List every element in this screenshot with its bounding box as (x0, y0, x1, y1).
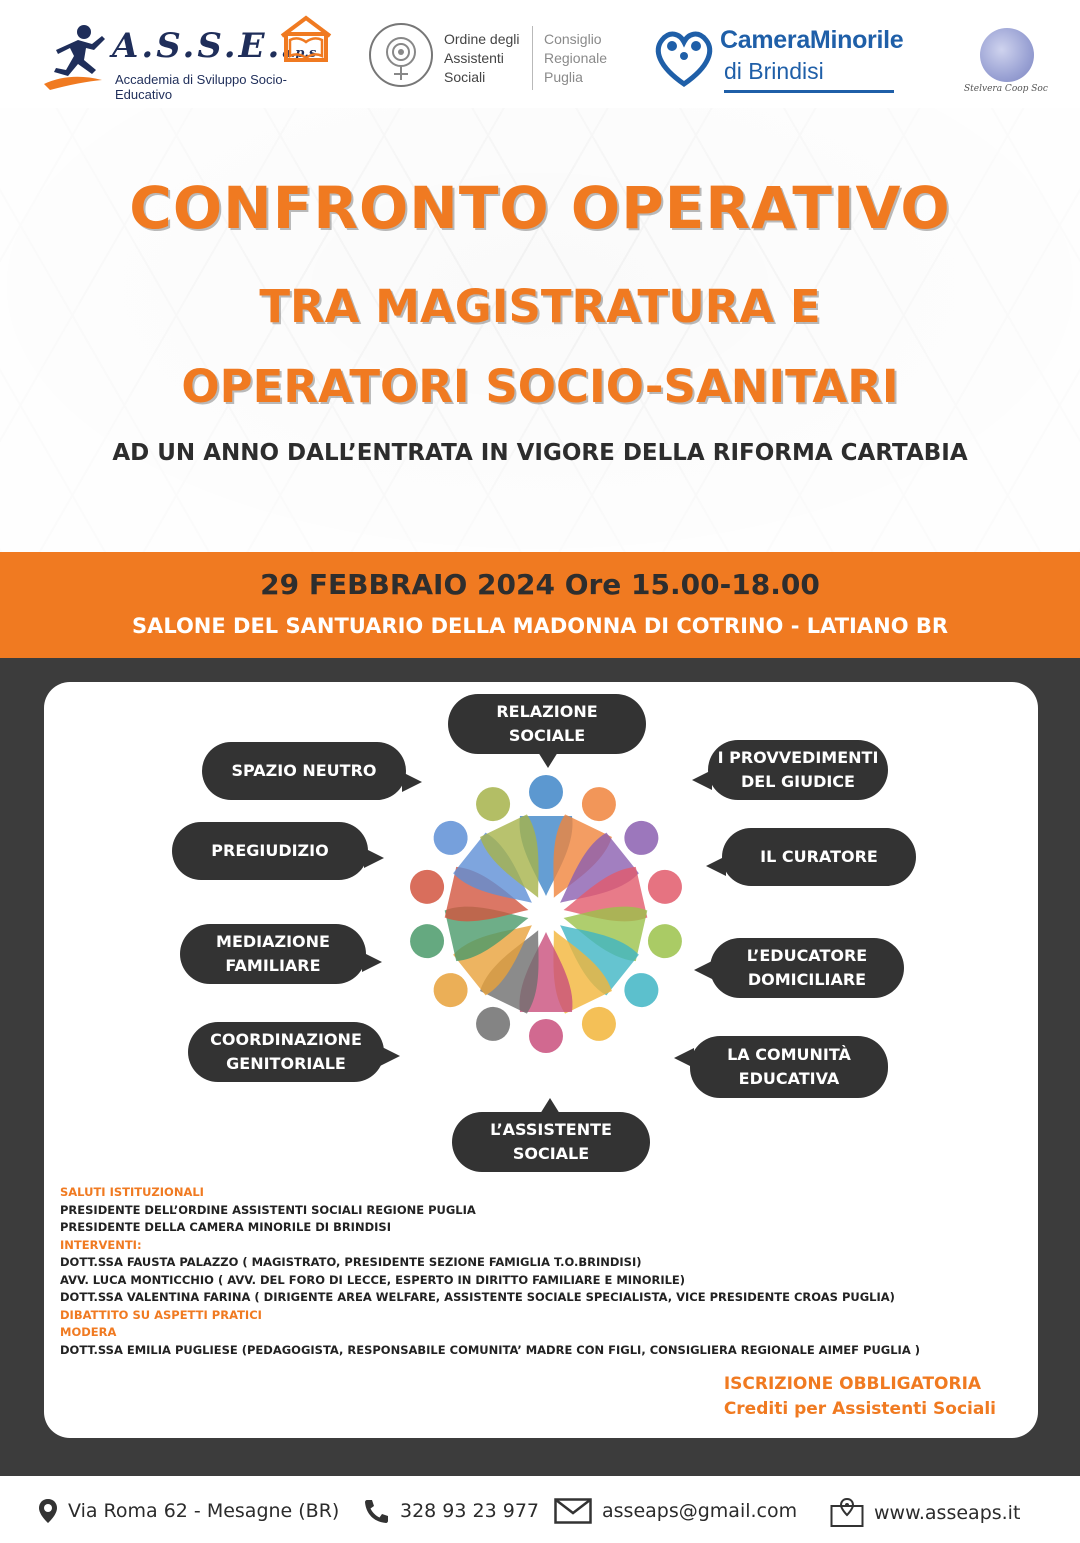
saluti-line: PRESIDENTE DELL’ORDINE ASSISTENTI SOCIALI REGIONE PUGLIA (60, 1202, 476, 1217)
bubble-pregiudizio (172, 822, 368, 880)
phone-text: 328 93 23 977 (400, 1500, 540, 1522)
bubble-tail (362, 952, 382, 972)
content-card (44, 682, 1038, 1438)
bubble-text: EDUCATIVA (738, 1069, 840, 1088)
consiglio-line-3: Puglia (544, 69, 583, 85)
interventi-heading: INTERVENTI: (60, 1237, 142, 1252)
mail-icon (554, 1498, 592, 1524)
bubble-tail (694, 960, 714, 980)
registration-required: ISCRIZIONE OBBLIGATORIA (723, 1374, 982, 1394)
camera-minorile-logo (652, 14, 942, 98)
footer-phone[interactable] (362, 1498, 539, 1524)
website-text: www.asseaps.it (874, 1502, 1021, 1524)
bubble-tail (538, 752, 558, 768)
map-location-icon (830, 1498, 864, 1528)
partner-logos-bar (0, 0, 1080, 108)
programme-list (60, 1184, 1020, 1359)
bubble-text: COORDINAZIONE (210, 1030, 362, 1049)
bubble-text: L’EDUCATORE (746, 946, 868, 965)
asse-logo (40, 14, 340, 102)
bubble-spazio-neutro (202, 742, 406, 800)
coop-caption: Stelvera Coop Soc (964, 84, 1048, 94)
bubble-provvedimenti (708, 740, 888, 800)
bubble-comunita (690, 1036, 888, 1098)
event-subtitle: AD UN ANNO DALL’ENTRATA IN VIGORE DELLA RIFORMA CARTABIA (112, 440, 968, 466)
dibattito-heading: DIBATTITO SU ASPETTI PRATICI (60, 1307, 262, 1322)
bubble-tail (674, 1048, 694, 1068)
bubble-curatore (722, 828, 916, 886)
camera-underline (724, 90, 894, 93)
logo-divider (532, 26, 533, 90)
house-book-icon (278, 14, 334, 64)
title-line-2: TRA MAGISTRATURA E (259, 280, 821, 333)
bubble-tail (706, 856, 726, 876)
event-header (0, 108, 1080, 552)
bubble-text: LA COMUNITÀ (727, 1045, 851, 1064)
event-date: 29 FEBBRAIO 2024 Ore 15.00-18.00 (260, 568, 820, 601)
runner-icon (40, 22, 114, 92)
bubble-text: FAMILIARE (225, 956, 321, 975)
camera-city: di Brindisi (724, 58, 824, 84)
bubble-text: L’ASSISTENTE (490, 1120, 612, 1139)
bubble-text: RELAZIONE (496, 702, 598, 721)
bubble-educatore (710, 938, 904, 998)
saluti-line: PRESIDENTE DELLA CAMERA MINORILE DI BRINDISI (60, 1220, 391, 1234)
intervento-line: DOTT.SSA VALENTINA FARINA ( DIRIGENTE AREA WELFARE, ASSISTENTE SOCIALE SPECIALISTA, VICE PRESIDENTE CROAS PUGLIA) (60, 1290, 895, 1304)
bubble-relazione-sociale (448, 694, 646, 754)
registration-note (724, 1372, 996, 1422)
title-line-3: OPERATORI SOCIO-SANITARI (181, 360, 899, 413)
asse-name: A.S.S.E. (112, 26, 283, 66)
asse-suffix: a.p.s (282, 46, 317, 61)
moderatore-line: DOTT.SSA EMILIA PUGLIESE (PEDAGOGISTA, RESPONSABILE COMUNITA’ MADRE CON FIGLI, CONSIGLIERA REGIONALE AIMEF PUGLIA ) (60, 1342, 920, 1357)
bubble-mediazione (180, 924, 366, 984)
footer-address (38, 1498, 339, 1524)
bubble-text: DEL GIUDICE (741, 772, 855, 791)
people-circle-illustration (396, 764, 696, 1064)
main-title: CONFRONTO OPERATIVO (129, 174, 951, 242)
content-section (0, 658, 1080, 1476)
date-place-band (0, 552, 1080, 658)
bubble-coordinazione (188, 1022, 384, 1082)
registration-credits: Crediti per Assistenti Sociali (723, 1399, 996, 1419)
phone-icon (362, 1498, 390, 1524)
ordine-line-1: Ordine degli (444, 31, 520, 47)
bubble-text: IL CURATORE (760, 847, 878, 866)
bubble-tail (692, 770, 712, 790)
contact-footer (0, 1476, 1080, 1543)
bubble-tail (540, 1098, 560, 1114)
labyrinth-icon (368, 22, 434, 88)
footer-email[interactable] (554, 1498, 797, 1524)
intervento-line: AVV. LUCA MONTICCHIO ( AVV. DEL FORO DI LECCE, ESPERTO IN DIRITTO FAMILIARE E MINORILE) (60, 1272, 686, 1287)
ordine-line-3: Sociali (444, 69, 486, 85)
ordine-line-2: Assistenti (444, 50, 504, 66)
bubble-assistente-sociale (452, 1112, 650, 1172)
bubble-text: SOCIALE (512, 1144, 590, 1163)
email-text: asseaps@gmail.com (602, 1500, 798, 1522)
starry-orb-icon (980, 28, 1034, 82)
intervento-line: DOTT.SSA FAUSTA PALAZZO ( MAGISTRATO, PRESIDENTE SEZIONE FAMIGLIA T.O.BRINDISI) (60, 1255, 642, 1269)
event-place: SALONE DEL SANTUARIO DELLA MADONNA DI COTRINO - LATIANO BR (131, 614, 949, 638)
bubble-text: PREGIUDIZIO (211, 841, 329, 860)
consiglio-text (544, 30, 607, 87)
consiglio-line-1: Consiglio (544, 31, 602, 47)
bubble-text: GENITORIALE (226, 1054, 346, 1073)
family-heart-icon (652, 24, 716, 90)
camera-title: CameraMinorile (720, 26, 904, 54)
bubble-tail (364, 848, 384, 868)
coop-logo (960, 14, 1050, 98)
saluti-heading: SALUTI ISTITUZIONALI (60, 1185, 204, 1199)
bubble-text: SPAZIO NEUTRO (231, 761, 377, 780)
bubble-text: DOMICILIARE (747, 970, 867, 989)
asse-subtitle: Accademia di Sviluppo Socio-Educativo (115, 72, 287, 102)
ordine-assistenti-logo (368, 14, 618, 98)
bubble-text: MEDIAZIONE (216, 932, 330, 951)
map-pin-icon (38, 1498, 58, 1524)
ordine-text (444, 30, 520, 87)
address-text: Via Roma 62 - Mesagne (BR) (68, 1500, 340, 1522)
bubble-tail (402, 772, 422, 792)
bubble-tail (380, 1046, 400, 1066)
consiglio-line-2: Regionale (544, 50, 608, 66)
modera-heading: MODERA (60, 1325, 117, 1339)
bubble-text: I PROVVEDIMENTI (717, 748, 879, 767)
footer-website[interactable] (830, 1498, 1020, 1528)
bubble-text: SOCIALE (508, 726, 586, 745)
